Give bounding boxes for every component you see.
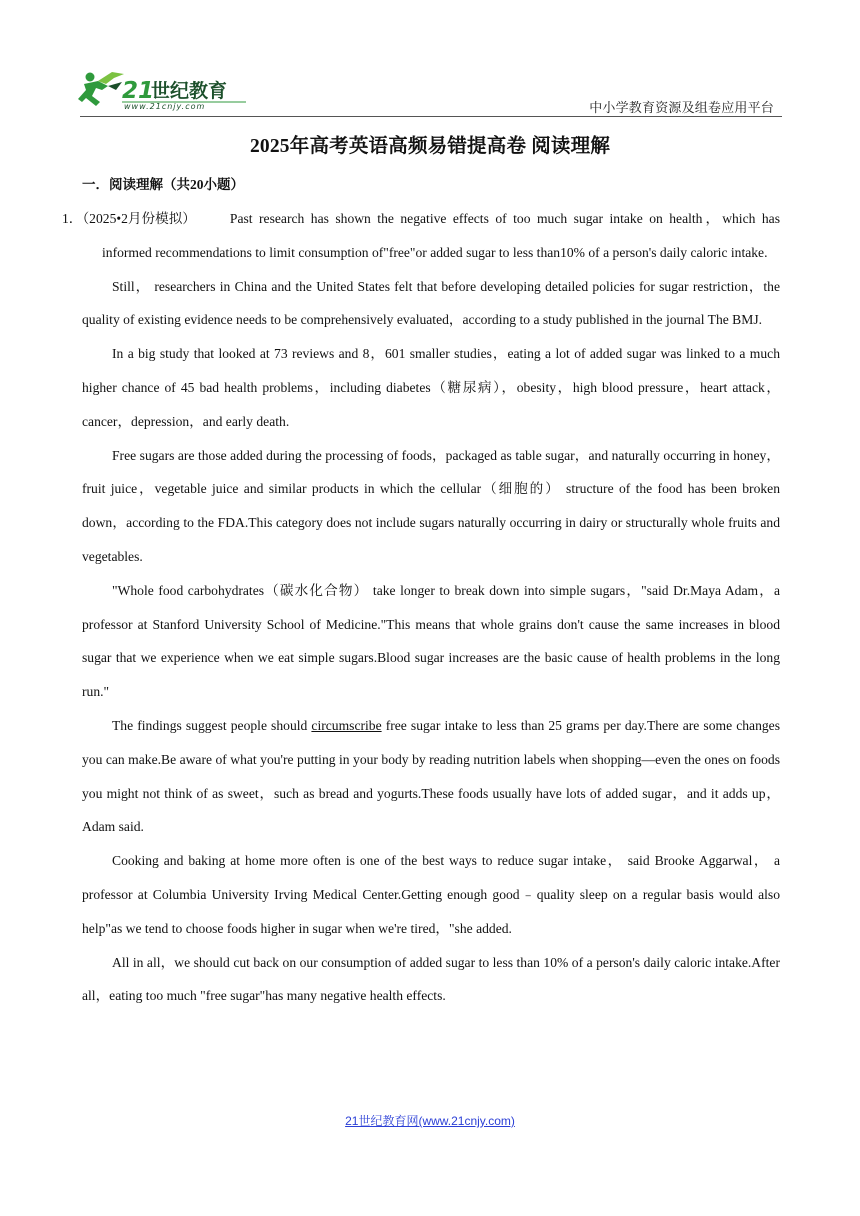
paragraph-6-start: The findings suggest people should xyxy=(112,717,312,733)
paragraph-3: In a big study that looked at 73 reviews and 8，601 smaller studies，eating a lot of added sugar was linked to a much higher chance of 45 bad health problems，including diabetes（糖尿病），obesity，high blood pressure，heart attack，cancer，depression，and early death. xyxy=(82,346,780,429)
question-first-text: Past research has shown the negative effects of too much sugar intake on health，which has informed recommendations to limit consumption of"free"or added sugar to less than10% of a person's daily caloric intake. xyxy=(102,211,780,260)
question-1-intro xyxy=(62,202,780,270)
site-logo[interactable] xyxy=(78,68,253,114)
paragraph-4: Free sugars are those added during the processing of foods，packaged as table sugar，and naturally occurring in honey，fruit juice，vegetable juice and similar products in which the cellular（细胞的） structure of the food has been broken down，according to the FDA.This category does not include sugars naturally occurring in dairy or structurally whole fruits and vegetables. xyxy=(82,447,780,564)
header-divider xyxy=(80,116,782,117)
paragraph-2: Still， researchers in China and the United States felt that before developing detailed policies for sugar restriction，the quality of existing evidence needs to be comprehensively evaluated，according to a study published in the journal The BMJ. xyxy=(82,278,780,328)
document-title: 2025年高考英语高频易错提高卷 阅读理解 xyxy=(249,136,611,157)
logo-url-text: www.21cnjy.com xyxy=(124,102,206,111)
page-footer xyxy=(0,1112,860,1129)
footer-site-link[interactable]: 21世纪教育网(www.21cnjy.com) xyxy=(345,1114,515,1128)
svg-text:21: 21 xyxy=(122,78,155,104)
paragraph-6 xyxy=(82,709,780,844)
underlined-word: circumscribe xyxy=(311,717,382,733)
paragraph-5: "Whole food carbohydrates（碳水化合物） take longer to break down into simple sugars，"said Dr.Maya Adam，a professor at Stanford University School of Medicine."This means that whole grains don't cause the same increases in blood sugar that we experience when we eat simple sugars.Blood sugar increases are the basic cause of health problems in the long run." xyxy=(82,582,780,700)
paragraph-8: All in all，we should cut back on our consumption of added sugar to less than 10% of a person's daily caloric intake.After all，eating too much "free sugar"has many negative health effects. xyxy=(82,954,780,1004)
paragraph-6-rest: free sugar intake to less than 25 grams per day.There are some changes you can make.Be aware of what you're putting in your body by reading nutrition labels when shopping—even the ones on foods you might not think of as sweet，such as bread and yogurts.These foods usually have lots of added sugar，and it adds up，Adam said. xyxy=(82,717,780,835)
svg-text:世纪教育: 世纪教育 xyxy=(151,80,228,102)
platform-tagline: 中小学教育资源及组卷应用平台 xyxy=(589,101,774,116)
reading-passage xyxy=(62,202,780,1013)
question-source: 1．（2025•2月份模拟） xyxy=(62,211,196,226)
section-heading: 一．阅读理解（共20小题） xyxy=(82,177,244,192)
paragraph-7: Cooking and baking at home more often is one of the best ways to reduce sugar intake， said Brooke Aggarwal， a professor at Columbia University Irving Medical Center.Getting enough good﹣quality sleep on a regular basis would also help"as we tend to choose foods higher in sugar when we're tired，"she added. xyxy=(82,853,780,936)
